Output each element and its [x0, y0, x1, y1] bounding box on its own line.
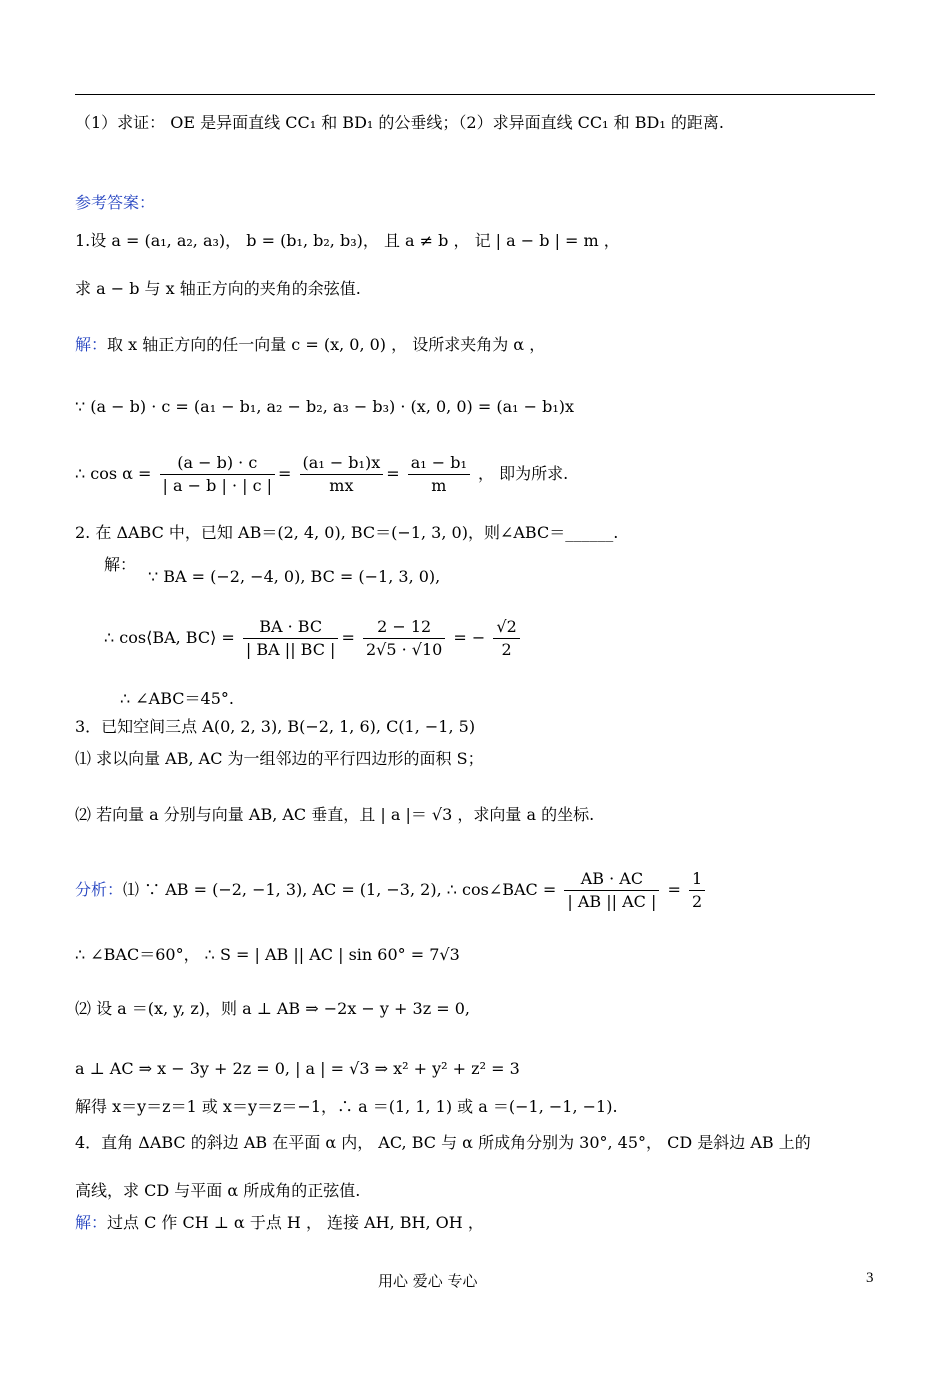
q3-fraction-1-num: AB · AC	[564, 868, 659, 891]
q2-cos-formula: ∴ cos⟨BA, BC⟩ = $\frac{BA \cdot BC}{| BA || BC |}$ = $\frac{2 - 12}{2√5 \cdot √10}$ = − $\frac{√2}{2}$	[104, 616, 875, 661]
q2-fraction-3-den: 2	[501, 640, 512, 659]
q3-part2: ⑵ 若向量 a 分别与向量 AB, AC 垂直，且 | a |＝ √3 ，求向量 a 的坐标.	[75, 805, 595, 824]
q3-fraction-2-num: 1	[689, 868, 705, 891]
q2-vectors: ∵ BA = (−2, −4, 0), BC = (−1, 3, 0),	[148, 567, 441, 586]
q2-fraction-1-num: BA · BC	[243, 616, 339, 639]
q3-fraction-2-den: 2	[691, 892, 703, 911]
footer-motto: 用心 爱心 专心	[378, 1272, 478, 1290]
q3-part1: ⑴ 求以向量 AB, AC 为一组邻边的平行四边形的面积 S；	[75, 749, 484, 768]
q2-fraction-2-num: 2 − 12	[363, 616, 445, 639]
q4-solution-label: 解：	[75, 1213, 108, 1232]
q1-conclusion: ， 即为所求.	[478, 464, 569, 483]
q2-fraction-2-den: 2√5 · √10	[365, 640, 443, 659]
q2-statement: 2. 在 ΔABC 中，已知 AB＝(2, 4, 0), BC＝(−1, 3, 0)，则∠ABC＝______.	[75, 523, 619, 542]
q3-fraction-1-den: | AB || AC |	[567, 892, 657, 911]
q1-question: 求 a − b 与 x 轴正方向的夹角的余弦值.	[75, 279, 361, 298]
solution-label: 解：	[75, 335, 108, 354]
q3-fraction-1	[564, 868, 659, 913]
q3-analysis-prefix: ⑴ ∵ AB = (−2, −1, 3), AC = (1, −3, 2), ∴ cos∠BAC =	[123, 880, 557, 899]
q1-fraction-1	[160, 452, 275, 497]
q1-fraction-3-den: m	[431, 476, 447, 495]
q1-dot-product: ∵ (a − b) · c = (a₁ − b₁, a₂ − b₂, a₃ − b₃) · (x, 0, 0) = (a₁ − b₁)x	[75, 397, 575, 416]
q1-fraction-1-num: (a − b) · c	[160, 452, 275, 475]
q1-solution-text: 取 x 轴正方向的任一向量 c = (x, 0, 0) ， 设所求夹角为 α ，	[107, 335, 546, 354]
problem-statement: （1）求证： OE 是异面直线 CC₁ 和 BD₁ 的公垂线；（2）求异面直线 CC₁ 和 BD₁ 的距离.	[75, 113, 724, 132]
q2-fraction-1-den: | BA || BC |	[245, 640, 336, 659]
q4-question: 高线，求 CD 与平面 α 所成角的正弦值.	[75, 1181, 361, 1200]
q3-fraction-2	[689, 868, 705, 913]
q4-solution	[75, 1212, 875, 1234]
q2-conclusion: ∴ ∠ABC＝45°.	[120, 689, 234, 708]
q1-fraction-3	[408, 452, 470, 497]
q1-fraction-2	[300, 452, 384, 497]
q1-cos-formula: ∴ cos α = $\frac{(a - b) \cdot c}{| a - b | \cdot | c |}$ = $\frac{\text{(a₁ − b₁)x}}{mx}$ = $\frac{\text{a₁ − b₁}}{m}$ ， 即为所求.	[75, 453, 569, 495]
q1-statement: 1.设 a = (a₁, a₂, a₃)， b = (b₁, b₂, b₃)， 且 a ≠ b ， 记 | a − b | = m ，	[75, 231, 620, 250]
q2-fraction-2	[363, 616, 445, 661]
q3-area-result: ∴ ∠BAC＝60°， ∴ S = | AB || AC | sin 60° = 7√3	[75, 945, 460, 964]
q3-part2-conditions: a ⊥ AC ⇒ x − 3y + 2z = 0, | a | = √3 ⇒ x² + y² + z² = 3	[75, 1059, 520, 1078]
q1-cos-prefix: ∴ cos α =	[75, 464, 152, 483]
analysis-label: 分析：	[75, 880, 124, 899]
q1-solution-line1	[75, 334, 875, 356]
q2-fraction-3	[493, 616, 519, 661]
q2-fraction-3-num: √2	[493, 616, 519, 639]
page-number: 3	[866, 1270, 874, 1286]
q3-statement: 3．已知空间三点 A(0, 2, 3), B(−2, 1, 6), C(1, −1, 5)	[75, 717, 476, 736]
q3-part2-result: 解得 x＝y＝z＝1 或 x＝y＝z＝−1，∴ a ＝(1, 1, 1) 或 a ＝(−1, −1, −1).	[75, 1097, 618, 1116]
q4-statement: 4．直角 ΔABC 的斜边 AB 在平面 α 内， AC, BC 与 α 所成角分别为 30°, 45°， CD 是斜边 AB 上的	[75, 1133, 811, 1152]
q3-analysis-line1	[75, 868, 875, 913]
q3-equals: =	[667, 880, 681, 899]
q2-equals-minus: = −	[453, 628, 486, 647]
q3-part2-setup: ⑵ 设 a ＝(x, y, z)，则 a ⊥ AB ⇒ −2x − y + 3z = 0,	[75, 999, 470, 1018]
q1-fraction-2-den: mx	[329, 476, 354, 495]
q4-solution-text: 过点 C 作 CH ⊥ α 于点 H ， 连接 AH, BH, OH ，	[107, 1213, 484, 1232]
header-rule	[75, 94, 875, 95]
q2-solution-label: 解：	[104, 555, 137, 574]
q1-fraction-1-den: | a − b | · | c |	[162, 476, 273, 495]
q2-fraction-1	[243, 616, 339, 661]
q1-fraction-2-num: (a₁ − b₁)x	[300, 452, 384, 475]
answers-heading: 参考答案：	[75, 193, 156, 212]
q1-fraction-3-num: a₁ − b₁	[408, 452, 470, 475]
q2-cos-prefix: ∴ cos⟨BA, BC⟩ =	[104, 628, 235, 647]
